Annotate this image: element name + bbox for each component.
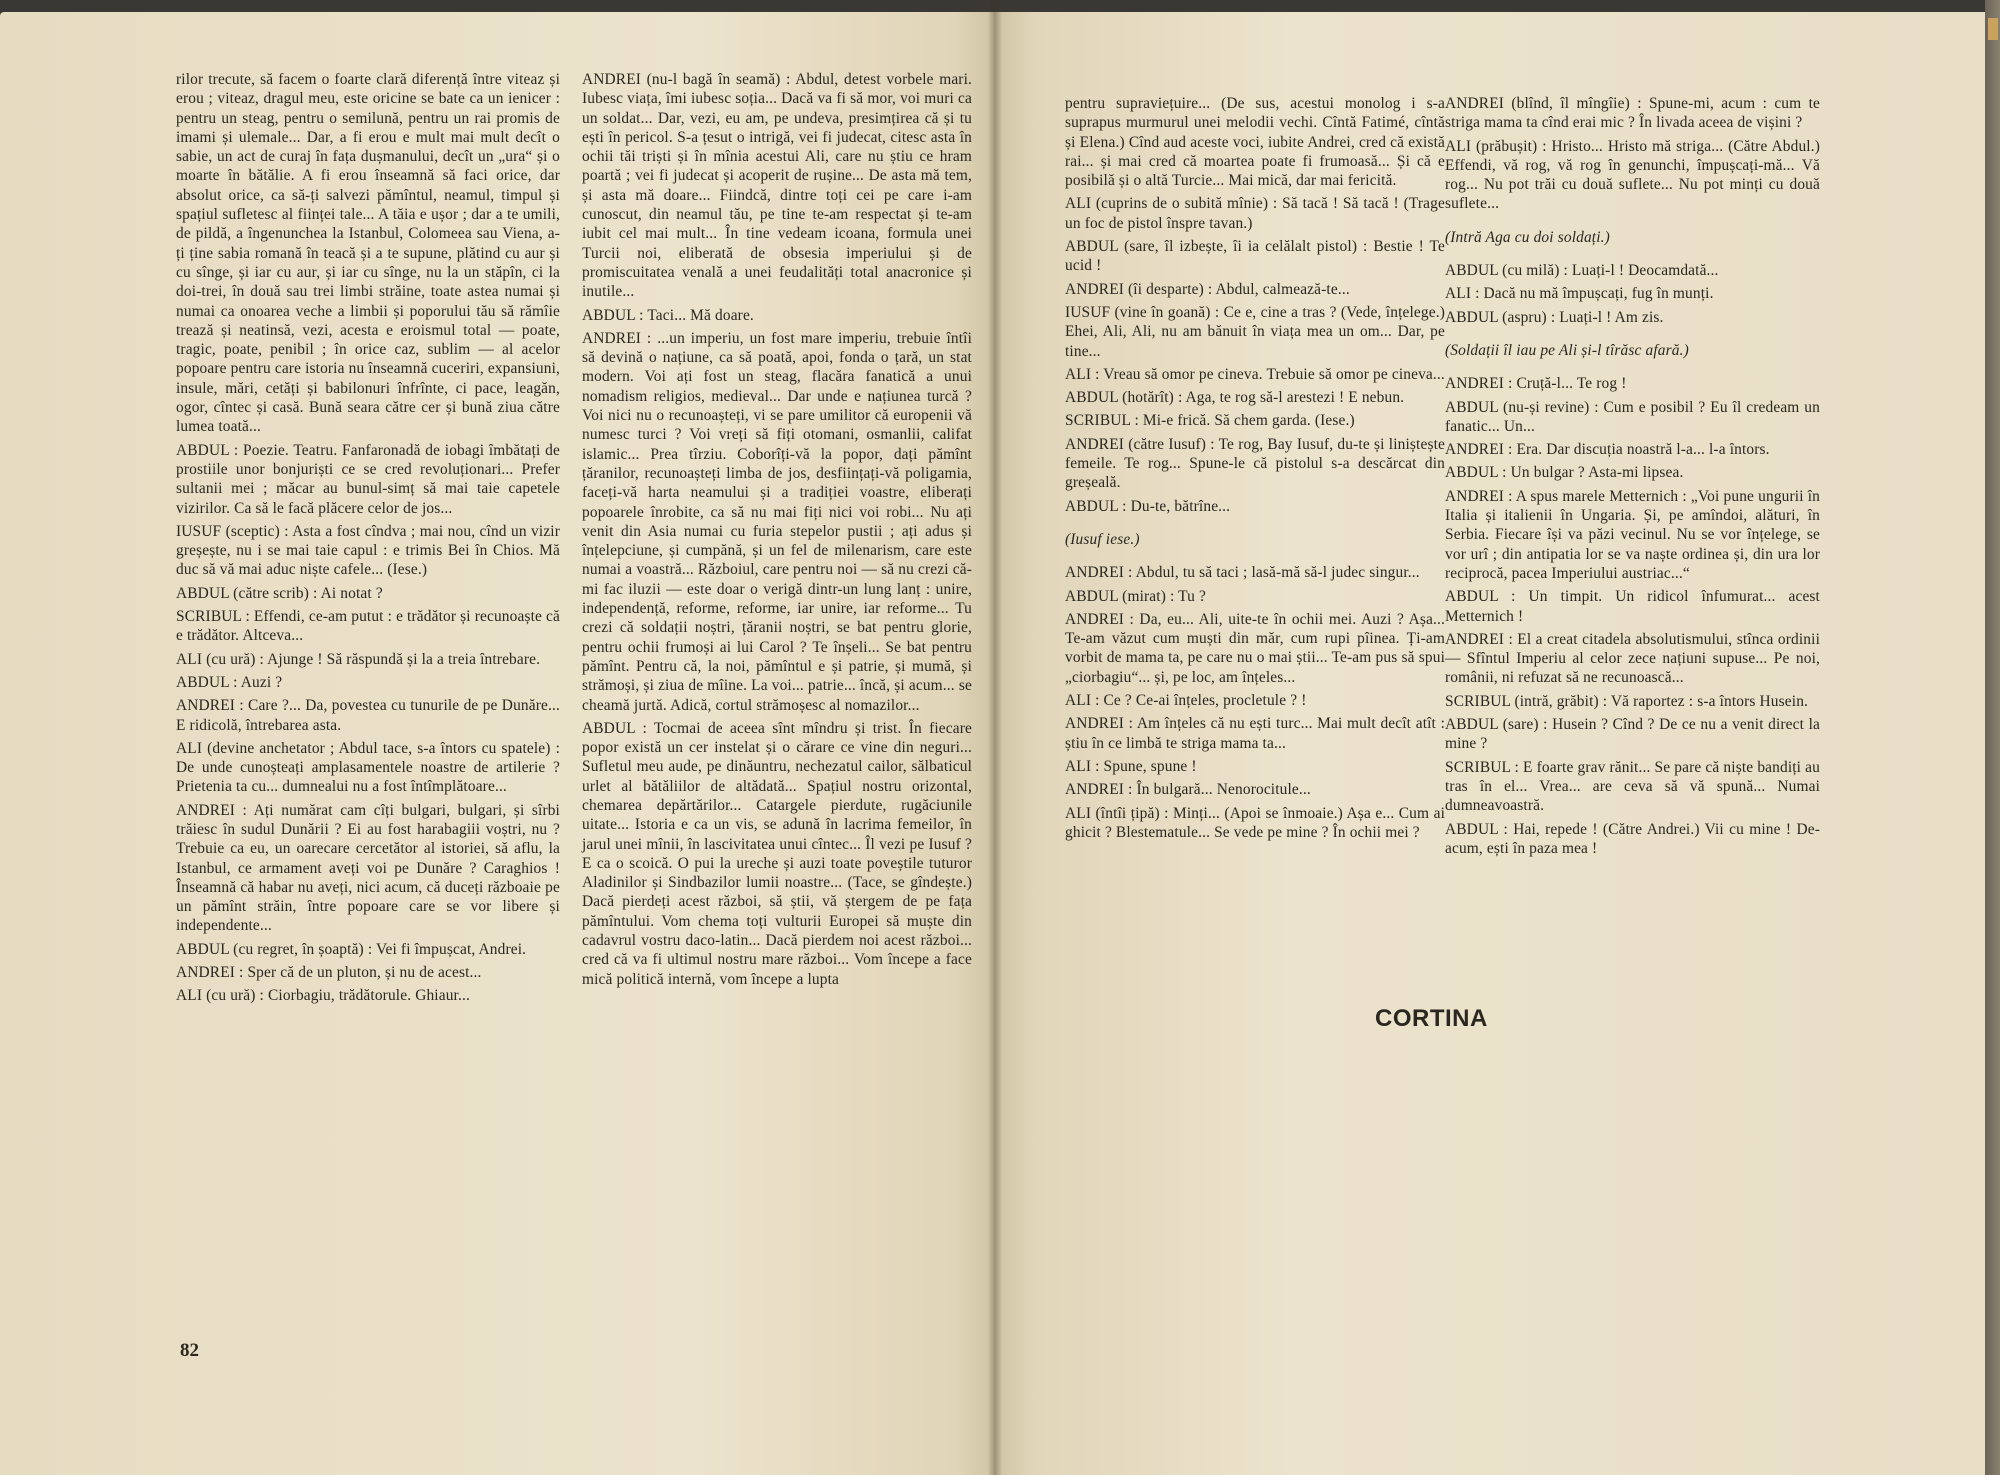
text-paragraph: ANDREI (nu-l bagă în seamă) : Abdul, detest vorbele mari. Iubesc viața, îmi iubesc soția... Dacă va fi să mor, voi muri ca un soldat... Dar, vezi, eu am, pe undeva, presimțirea că și tu ești în pericol. S-a țesut o intrigă, vei fi judecat, citesc asta în ochii tăi triști și în mînia acestui Ali, care nu știu ce hram poartă ; vei fi judecat și acoperit de rușine... De asta mă tem, și asta mă doare... Fiindcă, dintre toți cei pe care i-am cunoscut, din neamul tău, pe tine te-am respectat și te-am iubit cel mai mult... În tine vedeam icoana, formula unei Turcii noi, eliberată de obsesia imperiului și de promiscuitatea venală a unei feudalități total anacronice și inutile... <box>582 71 972 301</box>
text-paragraph: ALI (întîi țipă) : Minți... (Apoi se înmoaie.) Așa e... Cum ai ghicit ? Blestematule... Se vede pe mine ? În ochii mei ? <box>1065 804 1445 841</box>
text-paragraph: ABDUL (cu regret, în șoaptă) : Vei fi împușcat, Andrei. <box>176 940 527 958</box>
text-paragraph: ABDUL : Un timpit. Un ridicol înfumurat... acest Metternich ! <box>1445 588 1820 625</box>
text-paragraph: ABDUL (mirat) : Tu ? <box>1065 587 1206 605</box>
text-paragraph: ANDREI : A spus marele Metternich : „Voi pune ungurii în Italia și italienii în Ungaria. Și, pe amîndoi, alături, în Serbia. Fiecare își va păzi vecinul. Nu se vor înțelege, se vor urî ; din antipatia lor se va naște ordinea și, din ura lor reciprocă, pacea Imperiului austriac...“ <box>1445 487 1820 582</box>
text-paragraph: ALI : Vreau să omor pe cineva. Trebuie să omor pe cineva... <box>1065 365 1445 383</box>
text-paragraph: ABDUL (către scrib) : Ai notat ? <box>176 584 383 602</box>
text-paragraph: pentru supraviețuire... (De sus, acestui monolog i s-a suprapus murmurul unei melodii vechi. Cîntă Fatimé, cîntă și Elena.) Cînd aud aceste voci, iubite Andrei, cred că există rai... și mai cred că moartea poate fi frumoasă... Și că e posibilă și o altă Turcie... Mai mică, dar mai fericită. <box>1065 95 1445 190</box>
text-paragraph: ANDREI : Am înțeles că nu ești turc... Mai mult decît atît : știu în ce limbă te striga mama ta... <box>1065 715 1445 752</box>
text-paragraph: ALI (cu ură) : Ajunge ! Să răspundă și la a treia întrebare. <box>176 650 541 668</box>
text-column-3 <box>1065 94 1445 846</box>
text-paragraph: ALI : Spune, spune ! <box>1065 757 1197 775</box>
text-paragraph: SCRIBUL : Effendi, ce-am putut : e trădător și recunoaște că e trădător. Altceva... <box>176 608 560 645</box>
text-paragraph: ALI (cuprins de o subită mînie) : Să tacă ! Să tacă ! (Trage un foc de pistol înspre tavan.) <box>1065 195 1445 232</box>
text-paragraph: ALI (cu ură) : Ciorbagiu, trădătorule. Ghiaur... <box>176 987 470 1005</box>
text-paragraph: ANDREI : ...un imperiu, un fost mare imperiu, trebuie întîi să devină o națiune, ca să poată, apoi, fonda o țară, un stat modern. Voi ați fost un steag, flacăra fanatică a unui nomadism religios, medieval... Dar unde e națiunea turcă ? Voi nici nu o recunoașteți, vi se pare umilitor că europenii vă numesc turci ? Voi vreți să fiți otomani, osmanlii, califat islamic... Prea tîrziu. Coborîți-vă la popor, dați pămînt țăranilor, recunoașteți limba de jos, desființați-vă poligamia, faceți-vă harta neamului și a tradiției voastre, eliberați popoarele înrobite, ca să nu mai fiți nici voi robi... Nu ați venit din Asia numai cu furia stepelor pustii ; ați adus și înțelepciune, și cumpănă, și un fel de milenarism, care este numai a voastră... Războiul, care pentru noi — să nu crezi că-mi fac iluzii — este doar o verigă dintr-un lung lanț : unire, independență, reforme, reforme, iar unire, iar reforme... Tu crezi că soldații noștri, țăranii noștri, se bat pentru glorie, pentru ochii frumoși ai lui Carol ? Te înșeli... Se bat pentru pămînt. Pentru că, la noi, pămîntul e și patrie, și mumă, și strămoși, și ziua de mîine. La voi... patrie... încă, și acum... se cheamă jurtă. Adică, cortul strămoșesc al nomazilor... <box>582 329 972 714</box>
text-paragraph: ANDREI : Cruță-l... Te rog ! <box>1445 375 1627 393</box>
text-paragraph: ABDUL : Auzi ? <box>176 673 283 691</box>
text-paragraph: ANDREI (îi desparte) : Abdul, calmează-te... <box>1065 280 1350 298</box>
text-paragraph: IUSUF (sceptic) : Asta a fost cîndva ; mai nou, cînd un vizir greșește, nu i se mai taie capul : e trimis Bei în Chios. Mă duc să vă mai aduc niște cafele... (Iese.) <box>176 522 560 579</box>
text-paragraph: ANDREI : Da, eu... Ali, uite-te în ochii mei. Auzi ? Așa... Te-am văzut cum muști din măr, cum rupi pîinea. Ți-am vorbit de mama ta, pe care nu o mai știi... Te-am pus să spui „ciorbagiu“... și, pe loc, am înțeles... <box>1065 610 1445 686</box>
text-paragraph: (Soldații îl iau pe Ali și-l tîrăsc afară.) <box>1445 341 1689 359</box>
text-column-4 <box>1445 94 1820 862</box>
text-paragraph: ANDREI : Era. Dar discuția noastră l-a... l-a întors. <box>1445 441 1770 459</box>
text-paragraph: rilor trecute, să facem o foarte clară diferență între viteaz și erou ; viteaz, dragul meu, este oricine se bate ca un ienicer : pentru un steag, pentru o semilună, pentru un rai promis de imami și ulemale... Dar, a fi erou e mult mai mult decît o sabie, un act de curaj în fața dușmanului, decît un „ura“ și o moarte în bătălie. A fi erou înseamnă să faci orice, dar absolut orice, ca să-ți salvezi pămîntul, neamul, timpul și spațiul sufletesc al ființei tale... A tăia e ușor ; dar a te umili, de pildă, a îngenunchea la Istanbul, Colomeea sau Viena, a-ți ține sabia romană în teacă și a te supune, plătind cu aur și cu sînge, și iar cu aur, și iar cu sînge, nu la un stăpîn, ci la doi-trei, în două sau trei limbi străine, toate astea numai și numai ca onoarea veche a limbii și poporului tău să rămîie trează și neatinsă, vezi, acesta e eroismul total — poate, tragic, poate, penibil ; în orice caz, sublim — al acelor popoare pentru care istoria nu înseamnă cuceriri, expansiuni, insule, mări, cetăți și babilonuri înfrînte, ci pace, leagăn, ogor, cîntec și casă. Bună seara către cer și bună ziua către lumea toată... <box>176 71 560 436</box>
text-paragraph: ALI (devine anchetator ; Abdul tace, s-a întors cu spatele) : De unde cunoșteați amplasamentele noastre de artilerie ? Prietenia ta cu... dumnealui nu a fost întîmplătoare... <box>176 739 560 796</box>
text-paragraph: SCRIBUL : Mi-e frică. Să chem garda. (Iese.) <box>1065 412 1355 430</box>
page-number: 82 <box>180 1340 199 1361</box>
text-paragraph: ANDREI : Sper că de un pluton, și nu de acest... <box>176 964 482 982</box>
text-paragraph: SCRIBUL : E foarte grav rănit... Se pare că niște bandiți au tras în el... Vrea... are ceva să vă spună... Numai dumneavoastră. <box>1445 758 1820 815</box>
text-paragraph: ABDUL (nu-și revine) : Cum e posibil ? Eu îl credeam un fanatic... Un... <box>1445 398 1820 435</box>
left-page <box>0 12 995 1475</box>
text-paragraph: ABDUL (sare) : Husein ? Cînd ? De ce nu a venit direct la mine ? <box>1445 716 1820 753</box>
text-paragraph: ANDREI (blînd, îl mîngîie) : Spune-mi, acum : cum te striga mama ta cînd erai mic ? În livada aceea de vișini ? <box>1445 95 1820 132</box>
text-paragraph: ABDUL (aspru) : Luați-l ! Am zis. <box>1445 308 1664 326</box>
text-paragraph: ANDREI : Ați numărat cam cîți bulgari, bulgari, și sîrbi trăiesc în sudul Dunării ? Ei au fost harabagiii voștri, nu ? Trebuie ca eu, un oarecare cercetător al istoriei, să aflu, la Istanbul, ce armament aveți voi pe Dunăre ? Caraghios ! Înseamnă că habar nu aveți, nici acum, că duceți războaie pe un pămînt străin, între popoare care se vor libere și independente... <box>176 801 560 935</box>
text-column-1 <box>176 70 560 1010</box>
text-paragraph: ABDUL : Tocmai de aceea sînt mîndru și trist. În fiecare popor există un cer instelat și o cărare ce vine din neguri... Sufletul meu aude, pe dinăuntru, nechezatul cailor, sălbaticul urlet al bătăliilor de altădată... Spațiul nostru orizontal, chemarea depărtărilor... Catargele pierdute, rugăciunile uitate... Istoria e ca un vis, se adună în lacrima femeilor, în jarul unei mînii, în lascivitatea unui cîntec... Îl vezi pe Iusuf ? E ca o scoică. O pui la ureche și auzi toate poveștile tuturor Aladinilor și Sindbazilor lumii noastre... (Tace, se gîndește.) Dacă pierdeți acest război, să știi, vă ștergem de pe fața pămîntului. Vom chema toți vulturii Europei să muște din cadavrul vostru daco-latin... Dacă pierdem noi acest război... cred că va fi ultimul nostru mare război... Vom începe a face mică politică internă, vom începe a lupta <box>582 719 972 988</box>
text-paragraph: ANDREI : Abdul, tu să taci ; lasă-mă să-l judec singur... <box>1065 564 1420 582</box>
text-paragraph: ANDREI : În bulgară... Nenorocitule... <box>1065 781 1311 799</box>
text-paragraph: ABDUL : Poezie. Teatru. Fanfaronadă de iobagi îmbătați de prostiile unor bonjuriști ce se cred revoluționari... Prefer sultanii mei ; măcar au bunul-simț să mai taie capetele vizirilor. Ca să le facă plăcere celor de jos... <box>176 441 560 517</box>
text-paragraph: ABDUL : Un bulgar ? Asta-mi lipsea. <box>1445 464 1684 482</box>
text-paragraph: ANDREI : Care ?... Da, povestea cu tunurile de pe Dunăre... E ridicolă, întrebarea asta. <box>176 697 560 734</box>
text-column-2 <box>582 70 972 993</box>
text-paragraph: IUSUF (vine în goană) : Ce e, cine a tras ? (Vede, înțelege.) Ehei, Ali, Ali, nu am bănuit în viața mea un om... Dar, pe tine... <box>1065 303 1445 360</box>
text-paragraph: ALI : Dacă nu mă împușcați, fug în munți. <box>1445 285 1714 303</box>
text-paragraph: ANDREI : El a creat citadela absolutismului, stînca ordinii — Sfîntul Imperiu al celor zece națiuni supuse... Pe noi, românii, ni refuzat să ne recunoască... <box>1445 630 1820 687</box>
text-paragraph: ABDUL (sare, îl izbește, îi ia celălalt pistol) : Bestie ! Te ucid ! <box>1065 238 1445 275</box>
text-paragraph: ABDUL : Du-te, bătrîne... <box>1065 497 1231 515</box>
text-paragraph: SCRIBUL (intră, grăbit) : Vă raportez : s-a întors Husein. <box>1445 692 1809 710</box>
text-paragraph: ANDREI (către Iusuf) : Te rog, Bay Iusuf, du-te și liniștește femeile. Te rog... Spune-le că pistolul s-a descărcat din greșeală. <box>1065 435 1445 492</box>
scanner-edge <box>1985 0 2000 1475</box>
text-paragraph: ABDUL : Taci... Mă doare. <box>582 306 754 324</box>
text-paragraph: ABDUL (hotărît) : Aga, te rog să-l arestezi ! E nebun. <box>1065 389 1405 407</box>
right-page <box>995 12 1985 1475</box>
text-paragraph: (Iusuf iese.) <box>1065 530 1140 548</box>
text-paragraph: ABDUL (cu milă) : Luați-l ! Deocamdată... <box>1445 262 1719 280</box>
bookmark-tab <box>1988 18 1998 40</box>
text-paragraph: ALI (prăbușit) : Hristo... Hristo mă striga... (Către Abdul.) Effendi, vă rog, vă rog în genunchi, împușcați-mă... Vă rog... Nu pot trăi cu două suflete... Nu pot minți cu două suflete... <box>1445 137 1820 213</box>
text-paragraph: ABDUL : Hai, repede ! (Către Andrei.) Vii cu mine ! De-acum, ești în paza mea ! <box>1445 820 1820 857</box>
closing-word: CORTINA <box>1375 1005 1488 1032</box>
text-paragraph: (Intră Aga cu doi soldați.) <box>1445 228 1610 246</box>
text-paragraph: ALI : Ce ? Ce-ai înțeles, procletule ? ! <box>1065 692 1307 710</box>
